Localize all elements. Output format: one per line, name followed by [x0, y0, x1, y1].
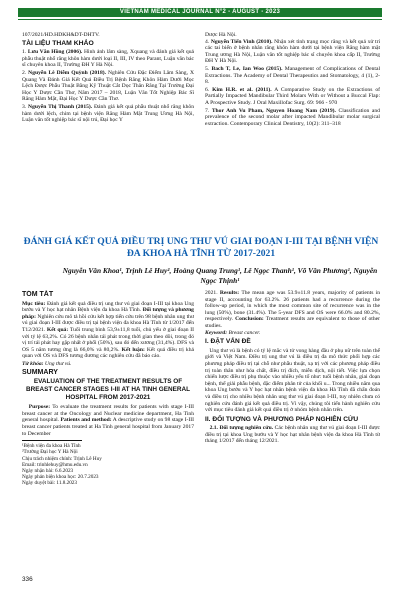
ref-text: Management of Complications of Dental Extractions. The Academy of Dental Therapeutics and Stomatology, 4 (1), 2-8.: [205, 65, 380, 86]
abstract-label: Kết luận:: [121, 346, 145, 353]
abstract-vi-heading: TÓM TẮT: [22, 291, 54, 298]
footnote-affiliation: ¹Bệnh viện đa khoa Hà Tĩnh: [22, 443, 81, 450]
keyword-text: Ung thư vú.: [43, 360, 72, 367]
ref-author: Nguyễn Thị Thanh (2015).: [28, 103, 93, 110]
section-intro-text: [205, 348, 380, 414]
journal-header-text: VIETNAM MEDICAL JOURNAL N°2 - AUGUST - 2023: [119, 9, 281, 15]
footnote-date: Ngày nhận bài: 6.6.2023: [22, 467, 74, 474]
footnote-date: Ngày phản biện khoa học: 20.7.2023: [22, 474, 99, 481]
ref-number: 2.: [22, 69, 27, 76]
ref-number: 3.: [22, 103, 27, 110]
results-cont: 2021.: [205, 290, 218, 296]
abstract-text: Nghiên cứu mô tả hồi cứu kết hợp tiến cứu trên 98 bệnh nhân ung thư vú giai đoạn I-III được điều trị tại bệnh viện đa khoa Hà Tĩnh từ 1/2017 đến T12/2021.: [22, 313, 194, 333]
summary-paragraph: [22, 404, 194, 437]
results-label: Results:: [219, 290, 240, 296]
summary-heading: SUMMARY: [22, 368, 58, 376]
summary-label: Patients and method:: [60, 417, 112, 424]
reference-item: [22, 104, 194, 124]
keyword-label: Keyword:: [205, 329, 228, 336]
section-methods-title: II. ĐỐI TƯỢNG VÀ PHƯƠNG PHÁP NGHIÊN CỨU: [205, 415, 359, 423]
keyword-text: Breast cancer.: [227, 329, 261, 336]
conclusion-label: Conclusion:: [235, 316, 264, 323]
ref-text: Hình ảnh lâm sàng, Xquang và đánh giá kết quả phẫu thuật nhổ răng khôn hàm dưới loại II, III, IV theo Parant, Luận văn bác sĩ chuyên khoa II, Trường ĐH Y Hà Nội.: [22, 49, 194, 69]
journal-header: [18, 8, 382, 22]
footnote-corresponding: Chịu trách nhiệm chính: Trịnh Lê Huy: [22, 455, 102, 462]
abstract-column: [22, 290, 194, 574]
footnote-affiliation: ²Trường Đại học Y Hà Nội: [22, 449, 78, 456]
reference-lead: Dược Hà Nội.: [205, 32, 237, 38]
ref-author: Bach T, Le, Ian Woo (2015).: [211, 65, 283, 72]
results-text: The mean age was 53.9±11.8 years, majority of patients in stage II, accounting for 63.2%. 26 patients had a recurrence during the follow-up period, in which the most common site of recurrence was in the lung (50%), bone (31.4%). The 5-year DFS and OS were 66.0% and 80.2%, respectively.: [205, 290, 380, 323]
references-right-column: [205, 32, 380, 222]
footnotes: [22, 443, 194, 486]
keywords-vi: [22, 361, 194, 368]
abstract-text: Tuổi trung bình 53,9±11,8 tuổi, chủ yếu ở giai đoạn II với tỷ lệ 63,2%. Có 26 bệnh nhân tái phát trong thời gian theo dõi, trong đó vị trí tái phát hay gặp nhất ở phổi (50%), sau đó đến xương (31,4%). DFS và OS 5 năm tương ứng là 66,0% và 80,2%.: [22, 326, 194, 353]
ref-text: A Comparative Study on the Extractions of Partially Impacted Mandibular Third Molars With or Without a Buccal Flap: A Prospective Study. J Oral Maxillofac Surg. 69: 966 - 970: [205, 86, 380, 106]
abstract-label: Mục tiêu:: [22, 300, 46, 307]
ref-text: Classification and prevalence of the second molar after impacted Mandibular molar surgical extraction. Contemporary Clinical Dentistry, 10(2): 311–318: [205, 107, 380, 127]
reference-lead: 107/2021/HD.HDKH&DT-DHTV.: [22, 32, 100, 38]
reference-item: [205, 87, 380, 107]
reference-item: [205, 39, 380, 65]
body-right-column: [205, 290, 380, 574]
ref-author: Nguyễn Lê Diễm Quỳnh (2018).: [28, 69, 107, 76]
summary-title: EVALUATION OF THE TREATMENT RESULTS OF BREAST CANCER STAGES I-III AT HA TINH GENERAL HOSPITAL FROM 2017-2021: [25, 378, 191, 402]
summary-text: A descriptive study on 98 stage I-III breast cancer patients treated at Ha Tinh general hospital from January 2017 to December: [22, 417, 194, 437]
ref-text: Nhận xét tình trạng mọc răng và kết quả xử trí các tai biến ở bệnh nhân răng khôn hàm dưới tại bệnh viện Răng hàm mặt Trung ương Hà Nội, Luận văn tốt nghiệp bác sĩ chuyên khoa cấp II, Trường ĐH Y Hà Nội.: [205, 38, 380, 65]
references-title: TÀI LIỆU THAM KHẢO: [22, 39, 94, 47]
section-intro-title: I. ĐẶT VẤN ĐỀ: [205, 338, 251, 346]
ref-author: Nguyễn Tiến Vinh (2010).: [210, 38, 273, 45]
ref-number: 4.: [205, 38, 210, 45]
keywords-en: [205, 330, 380, 337]
footnote-email: Email: trinhlehuy@hmu.edu.vn: [22, 461, 88, 468]
abstract-label: Đối tượng và phương pháp:: [22, 307, 194, 320]
article-title: ĐÁNH GIÁ KẾT QUẢ ĐIỀU TRỊ UNG THƯ VÚ GIAI ĐOẠN I-III TẠI BỆNH VIỆN ĐA KHOA HÀ TĨNH TỪ 2017-2021: [23, 236, 379, 259]
subsection-subjects: [205, 425, 380, 445]
keyword-label: Từ khóa:: [22, 360, 44, 367]
abstract-text: Đánh giá kết quả điều trị ung thư vú giai đoạn I-III tại khoa Ung bướu và Y học hạt nhân Bệnh viện đa khoa Hà Tĩnh.: [22, 300, 194, 314]
abstract-label: Kết quả:: [46, 326, 69, 333]
ref-author: Kim H.R. et al. (2011).: [212, 86, 272, 93]
header-rule: [18, 19, 382, 20]
ref-author: Thor Anh Vu Pham, Nguyen Hoang Nam (2019).: [211, 107, 336, 114]
article-authors: Nguyễn Văn Khoa¹, Trịnh Lê Huy², Hoàng Quang Trung¹, Lê Ngọc Thanh¹, Võ Văn Phương¹, Nguyễn Ngọc Thịnh¹: [62, 266, 378, 285]
ref-text: Đánh giá kết quả phẫu thuật nhổ răng khôn hàm dưới lệch, chìm tại bệnh viện Răng Hàm Mặt Trung Ương Hà Nội, Luận văn tốt nghiệp bác sĩ nội trú, Đại học Y: [22, 103, 194, 124]
ref-author: Lưu Văn Hồng (2006).: [27, 49, 83, 56]
reference-item: [205, 108, 380, 128]
abstract-paragraph: [22, 301, 194, 360]
subsection-text: Các bệnh nhân ung thư vú giai đoạn I-III được điều trị tại khoa Ung bướu và Y học hạt nhân bệnh viện đa khoa Hà Tĩnh từ tháng 1/2017 đến tháng 12/2021.: [205, 425, 380, 445]
references-left-column: [22, 32, 194, 222]
intro-text: Ung thư vú là bệnh có tỷ lệ mắc và tử vong hàng đầu ở phụ nữ trên toàn thế giới và Việt Nam. Điều trị ung thư vú là điều trị đa mô thức phối hợp các phương pháp điều trị tại chỗ như phẫu thuật, xạ trị với các phương pháp điều trị toàn thân như hóa chất, điều trị đích, miễn dịch, nội tiết. Việc lựa chọn chiến lược điều trị phụ thuộc vào nhiều yếu tố như: tuổi bệnh nhân, giai đoạn bệnh, thể giải phẫu bệnh, đặc điểm phân tử của khối u... Trong nhiều năm qua khoa Ung bướu và Y học hạt nhân bệnh viện đa khoa Hà Tĩnh đã chẩn đoán và điều trị cho nhiều bệnh nhân ung thư vú giai đoạn I-III, tuy nhiên chưa có nghiên cứu đánh giá kết quả điều trị. Vì vậy, chúng tôi tiến hành nghiên cứu với mục tiêu đánh giá kết quả điều trị ở nhóm bệnh nhân trên.: [205, 347, 380, 414]
ref-number: 5.: [205, 65, 210, 72]
reference-item: [205, 66, 380, 86]
ref-text: Nghiên Cứu Đặc Điểm Lâm Sàng, X Quang Và Đánh Giá Kết Quả Điều Trị Bệnh Răng Khôn Hàm Dưới Mọc Lệch Được Phẫu Thuật Bằng Kỹ Thuật Cắt Dọc Thân Răng Tại Trường Đại Học Y Dược Cần Thơ, Năm 2017 – 2018, Luận Văn Tốt Nghiệp Bác Sĩ Răng Hàm Mặt, Đại Học Y Dược Cần Thơ.: [22, 69, 194, 103]
subsection-label: 2.1. Đối tượng nghiên cứu.: [209, 425, 274, 432]
reference-item: [22, 49, 194, 69]
summary-text: To evaluate the treatment results for patients with stage I-III breast cancer at the Oncology and Nuclear medicine department, Ha Tinh general hospital.: [22, 404, 194, 424]
footnote-rule: [22, 440, 82, 441]
abstract-text: Kết quả điều trị khả quan với OS và DFS tương đương các nghiên cứu đã báo cáo.: [22, 346, 194, 360]
reference-item: [22, 70, 194, 103]
footnote-date: Ngày duyệt bài: 11.8.2023: [22, 480, 77, 487]
results-paragraph: [205, 290, 380, 330]
conclusion-text: Treatment results are equivalent to those of other studies.: [205, 316, 380, 329]
page-number: 336: [22, 576, 33, 583]
ref-number: 6.: [205, 86, 210, 93]
summary-label: Purpose:: [28, 404, 51, 411]
ref-number: 7.: [205, 107, 210, 114]
ref-number: 1.: [22, 49, 27, 56]
